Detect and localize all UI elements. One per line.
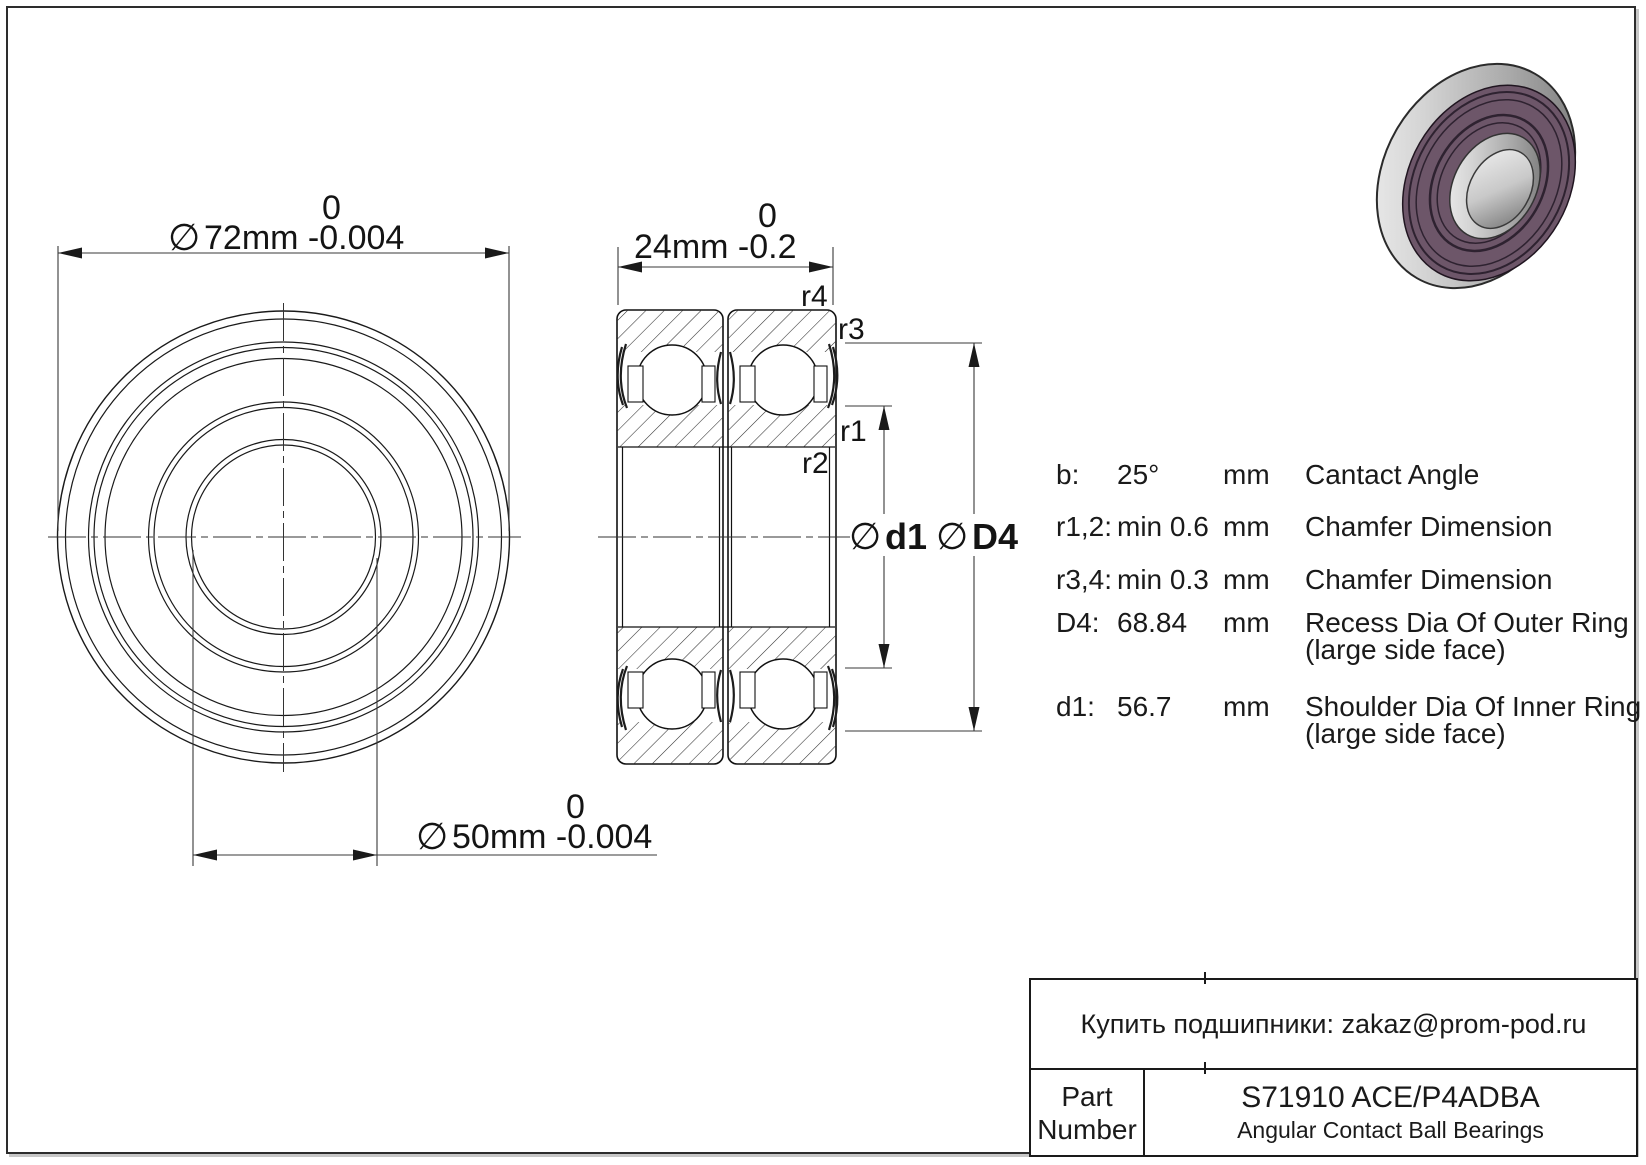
spec-label: r3,4:	[1056, 564, 1113, 595]
diameter-symbol-bore: ∅	[416, 815, 449, 858]
part-label-line1: Part	[1061, 1080, 1113, 1112]
label-d4: D4	[972, 516, 1019, 557]
table-tick-top	[1204, 972, 1206, 984]
label-r1: r1	[840, 415, 867, 448]
part-label-line2: Number	[1037, 1113, 1137, 1145]
table-tick-middle	[1204, 1062, 1206, 1074]
spec-unit: mm	[1223, 564, 1270, 595]
spec-unit: mm	[1223, 459, 1270, 490]
part-number-label-cell	[1031, 1070, 1145, 1155]
part-number-row	[1031, 1070, 1636, 1155]
part-type: Angular Contact Ball Bearings	[1237, 1116, 1544, 1143]
contact-cell	[1031, 980, 1636, 1070]
spec-description-line1: Shoulder Dia Of Inner Ring	[1305, 691, 1642, 722]
label-r3: r3	[838, 313, 865, 346]
spec-label: b:	[1056, 459, 1080, 490]
label-r4: r4	[801, 280, 828, 313]
dim-bore-text: 50mm -0.004	[452, 818, 653, 856]
diameter-symbol-d4: ∅	[936, 515, 969, 558]
title-block-table	[1029, 978, 1638, 1157]
diameter-symbol-od: ∅	[168, 216, 201, 259]
part-number: S71910 ACE/P4ADBA	[1241, 1080, 1540, 1114]
spec-value: 68.84	[1117, 607, 1188, 638]
spec-row-recess-dia	[1056, 609, 1629, 663]
bearing-3d-render	[1337, 28, 1614, 324]
spec-description: Chamfer Dimension	[1305, 511, 1553, 542]
spec-description: Chamfer Dimension	[1305, 564, 1553, 595]
spec-label: D4:	[1056, 607, 1100, 638]
spec-description	[1305, 609, 1629, 663]
dim-width-tolerance-top: 0	[758, 197, 777, 235]
label-r2: r2	[802, 447, 829, 480]
part-number-value-cell	[1145, 1070, 1636, 1155]
front-view	[48, 189, 657, 866]
spec-label: r1,2:	[1056, 511, 1113, 542]
spec-row-chamfer-r12	[1056, 513, 1552, 540]
spec-description	[1305, 693, 1641, 747]
spec-unit: mm	[1223, 511, 1270, 542]
spec-label: d1:	[1056, 691, 1095, 722]
spec-description-line2: (large side face)	[1305, 634, 1506, 665]
spec-value: min 0.3	[1117, 564, 1209, 595]
spec-unit: mm	[1223, 691, 1270, 722]
front-view-centerlines	[48, 303, 521, 772]
spec-value: min 0.6	[1117, 511, 1209, 542]
dim-od-tolerance-top: 0	[322, 189, 341, 227]
spec-row-shoulder-dia	[1056, 693, 1641, 747]
contact-text: Купить подшипники: zakaz@prom-pod.ru	[1080, 1008, 1587, 1039]
dim-bore-tolerance-top: 0	[566, 788, 585, 826]
spec-description-line1: Recess Dia Of Outer Ring	[1305, 607, 1629, 638]
section-view	[598, 197, 1018, 764]
spec-row-chamfer-r34	[1056, 566, 1552, 593]
spec-description-line2: (large side face)	[1305, 718, 1506, 749]
label-d1: d1	[885, 516, 928, 557]
spec-value: 25°	[1117, 459, 1160, 490]
dim-width-text: 24mm -0.2	[634, 228, 797, 266]
spec-row-contact-angle	[1056, 461, 1479, 488]
spec-description: Cantact Angle	[1305, 459, 1480, 490]
spec-value: 56.7	[1117, 691, 1172, 722]
diameter-symbol-d1: ∅	[849, 515, 882, 558]
spec-unit: mm	[1223, 607, 1270, 638]
dim-od-text: 72mm -0.004	[204, 219, 405, 257]
